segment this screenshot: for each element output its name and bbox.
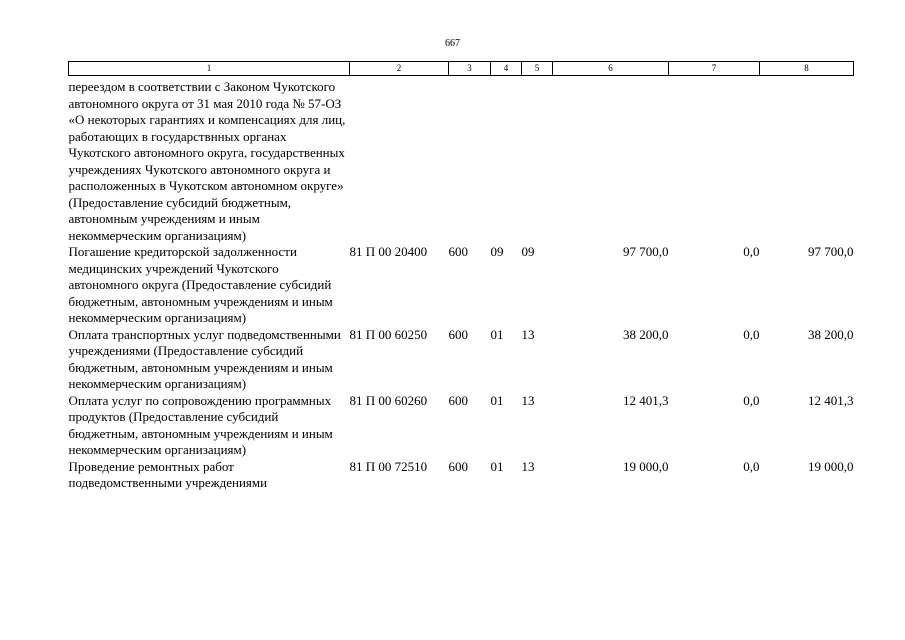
column-header-4: 4	[491, 62, 522, 76]
row-expense-type	[449, 76, 491, 245]
row-subsection: 09	[521, 244, 535, 259]
row-subsection: 13	[521, 326, 535, 342]
row-subsection: 13	[521, 458, 535, 474]
row-subsection	[522, 76, 553, 245]
row-amount-3: 38 200,0	[808, 326, 854, 342]
table-row	[69, 459, 854, 492]
row-amount-1: 38 200,0	[623, 326, 669, 342]
row-amount-1	[553, 76, 669, 245]
column-header-6: 6	[553, 62, 669, 76]
row-section: 09	[490, 244, 504, 259]
row-description: Погашение кредиторской задолженности медицинских учреждений Чукотского автономного округа (Предоставление субсидий бюджетным, автономным учреждениям и иным некоммерческим организациям)	[68, 244, 333, 325]
row-expense-type: 600	[448, 326, 468, 342]
row-amount-2: 0,0	[743, 458, 760, 474]
table-row	[69, 76, 854, 245]
page-number: 667	[445, 38, 460, 49]
row-amount-3: 97 700,0	[808, 244, 854, 259]
row-section: 01	[490, 392, 504, 408]
column-header-8: 8	[760, 62, 854, 76]
row-amount-2: 0,0	[743, 326, 760, 342]
row-subsection: 13	[521, 392, 535, 408]
row-section: 01	[490, 458, 504, 474]
row-target-code: 81 П 00 72510	[349, 458, 428, 474]
budget-table	[68, 61, 854, 492]
row-amount-1: 19 000,0	[623, 458, 669, 474]
table-row	[69, 393, 854, 459]
row-amount-3	[760, 76, 854, 245]
row-target-code: 81 П 00 60260	[349, 392, 428, 408]
row-expense-type: 600	[448, 458, 468, 474]
row-section: 01	[490, 326, 504, 342]
row-expense-type: 600	[448, 244, 468, 259]
row-amount-1: 12 401,3	[623, 392, 669, 408]
column-header-3: 3	[449, 62, 491, 76]
row-amount-3: 19 000,0	[808, 458, 854, 474]
column-number-row	[69, 62, 854, 76]
row-description: Оплата услуг по сопровождению программных продуктов (Предоставление субсидий бюджетным, автономным учреждениям и иным некоммерческим организациям)	[68, 392, 333, 457]
row-description: Оплата транспортных услуг подведомственными учреждениями (Предоставление субсидий бюджетным, автономным учреждениям и иным некоммерческим организациям)	[68, 326, 341, 391]
table-row	[69, 327, 854, 393]
row-target-code	[350, 76, 449, 245]
row-expense-type: 600	[448, 392, 468, 408]
row-amount-2	[669, 76, 760, 245]
row-target-code: 81 П 00 20400	[349, 244, 428, 259]
row-amount-1: 97 700,0	[623, 244, 669, 259]
column-header-1: 1	[69, 62, 350, 76]
row-amount-2: 0,0	[743, 244, 760, 259]
column-header-2: 2	[350, 62, 449, 76]
row-section	[491, 76, 522, 245]
column-header-7: 7	[669, 62, 760, 76]
row-amount-3: 12 401,3	[808, 392, 854, 408]
column-header-5: 5	[522, 62, 553, 76]
row-description: переездом в соответствии с Законом Чукотского автономного округа от 31 мая 2010 года № 57-ОЗ «О некоторых гарантиях и компенсациях для лиц, работающих в государствнных органах Чукотского автономного округа, государственных учреждениях Чукотского автономного округа и расположенных в Чукотском автономном округе» (Предоставление субсидий бюджетным, автономным учреждениям и иным некоммерческим организациям)	[68, 79, 346, 243]
table-row	[69, 244, 854, 327]
row-description: Проведение ремонтных работ подведомственными учреждениями	[68, 458, 268, 490]
row-amount-2: 0,0	[743, 392, 760, 408]
row-target-code: 81 П 00 60250	[349, 326, 428, 342]
